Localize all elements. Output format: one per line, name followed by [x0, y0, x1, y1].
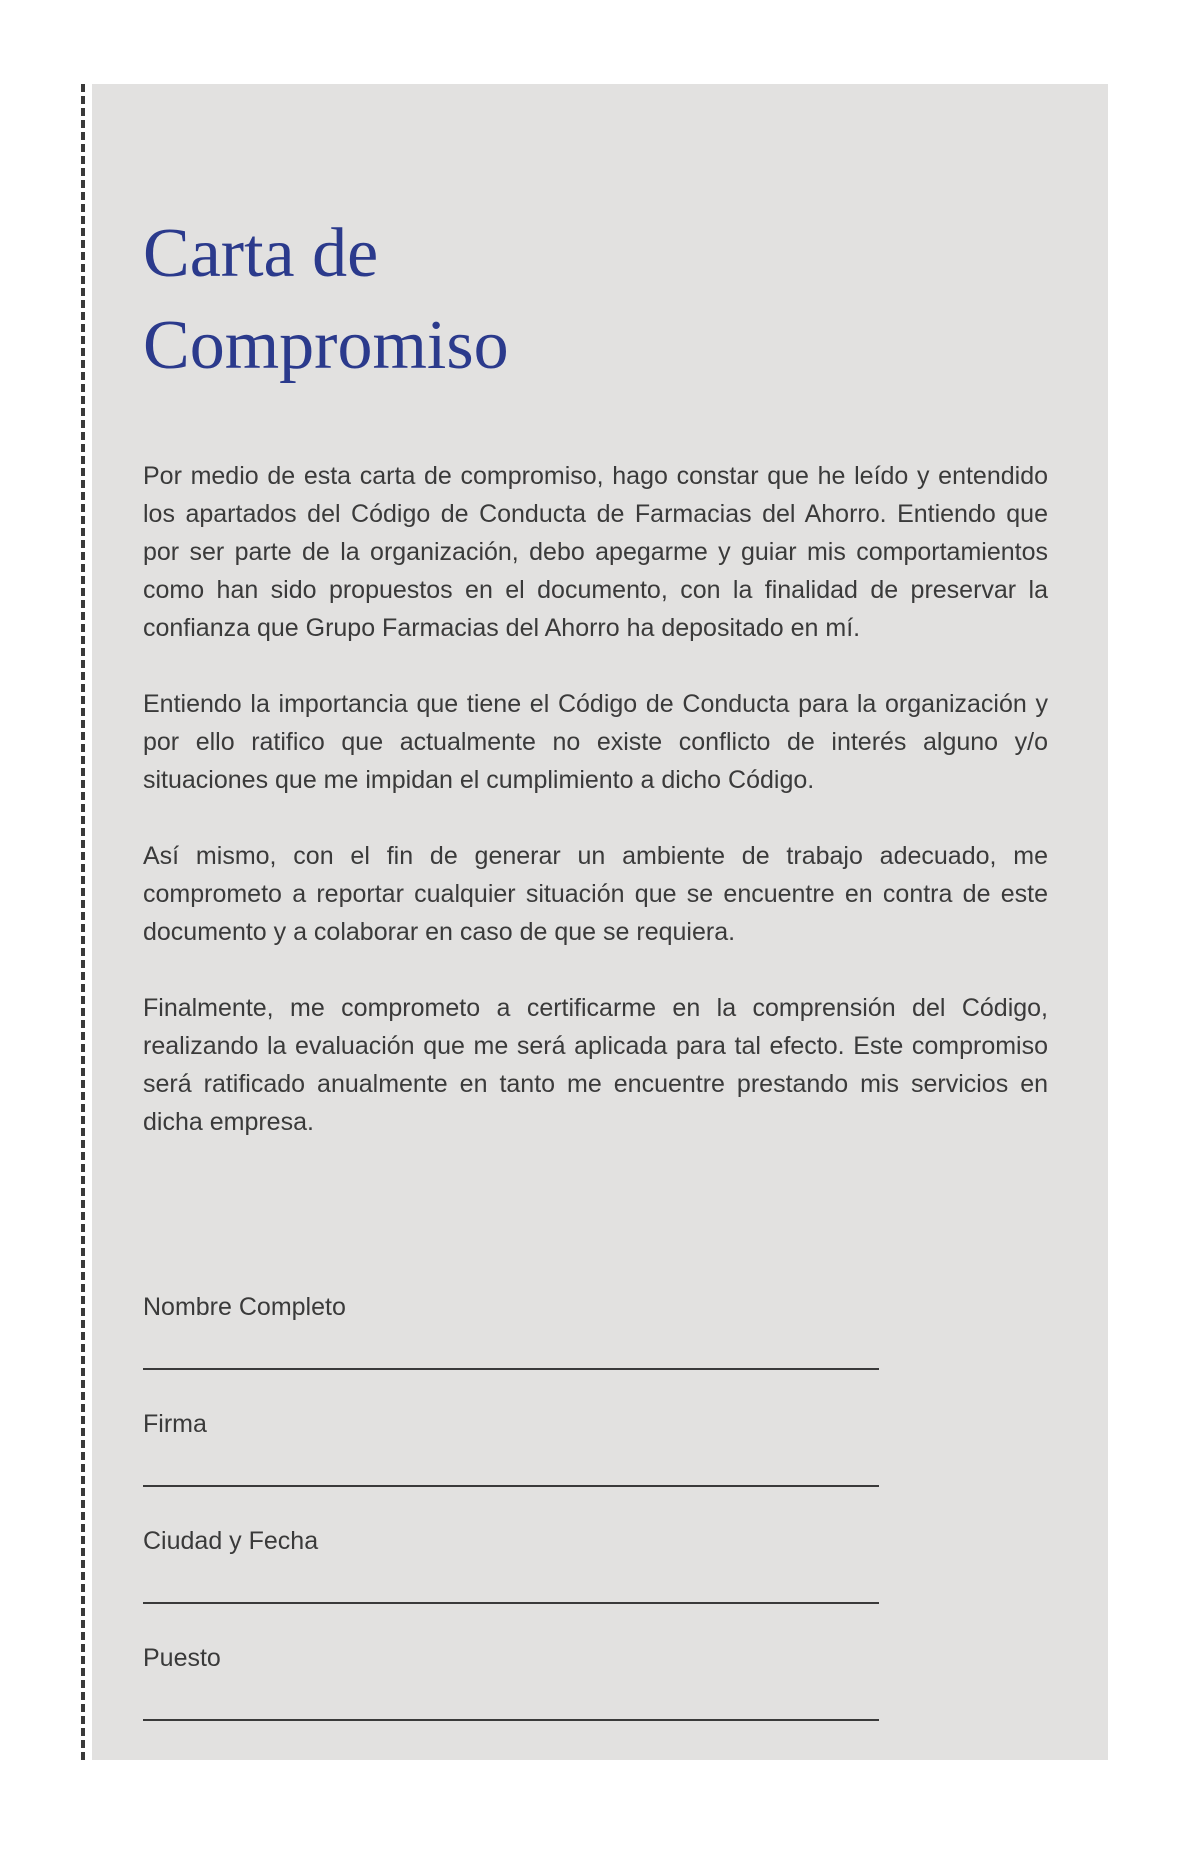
field-full-name-label: Nombre Completo — [143, 1293, 346, 1321]
title-line-2: Compromiso — [143, 307, 509, 384]
field-position-line — [143, 1719, 879, 1721]
letter-body — [143, 457, 1048, 1179]
paragraph-1: Por medio de esta carta de compromiso, hago constar que he leído y entendido los apartados del Código de Conducta de Farmacias del Ahorro. Entiendo que por ser parte de la organización, debo apegarme y guiar mis comportamientos como han sido propuestos en el documento, con la finalidad de preservar la confianza que Grupo Farmacias del Ahorro ha depositado en mí. — [143, 462, 1048, 642]
page-title — [143, 208, 509, 392]
field-city-date — [143, 1522, 879, 1639]
signature-fields — [143, 1288, 879, 1756]
paragraph-4: Finalmente, me comprometo a certificarme en la comprensión del Código, realizando la evaluación que me será aplicada para tal efecto. Este compromiso será ratificado anualmente en tanto me encuentre prestando mis servicios en dicha empresa. — [143, 994, 1048, 1136]
paragraph-3: Así mismo, con el fin de generar un ambiente de trabajo adecuado, me comprometo a reportar cualquier situación que se encuentre en contra de este documento y a colaborar en caso de que se requiera. — [143, 842, 1048, 946]
field-signature-line — [143, 1485, 879, 1487]
dashed-cut-line — [81, 84, 85, 1760]
title-line-1: Carta de — [143, 215, 379, 292]
field-full-name-line — [143, 1368, 879, 1370]
field-signature-label: Firma — [143, 1410, 207, 1438]
field-city-date-line — [143, 1602, 879, 1604]
field-signature — [143, 1405, 879, 1522]
paragraph-2: Entiendo la importancia que tiene el Código de Conducta para la organización y por ello ratifico que actualmente no existe conflicto de interés alguno y/o situaciones que me impidan el cumplimiento a dicho Código. — [143, 690, 1048, 794]
field-city-date-label: Ciudad y Fecha — [143, 1527, 319, 1555]
field-position-label: Puesto — [143, 1644, 221, 1672]
field-position — [143, 1639, 879, 1756]
field-full-name — [143, 1288, 879, 1405]
